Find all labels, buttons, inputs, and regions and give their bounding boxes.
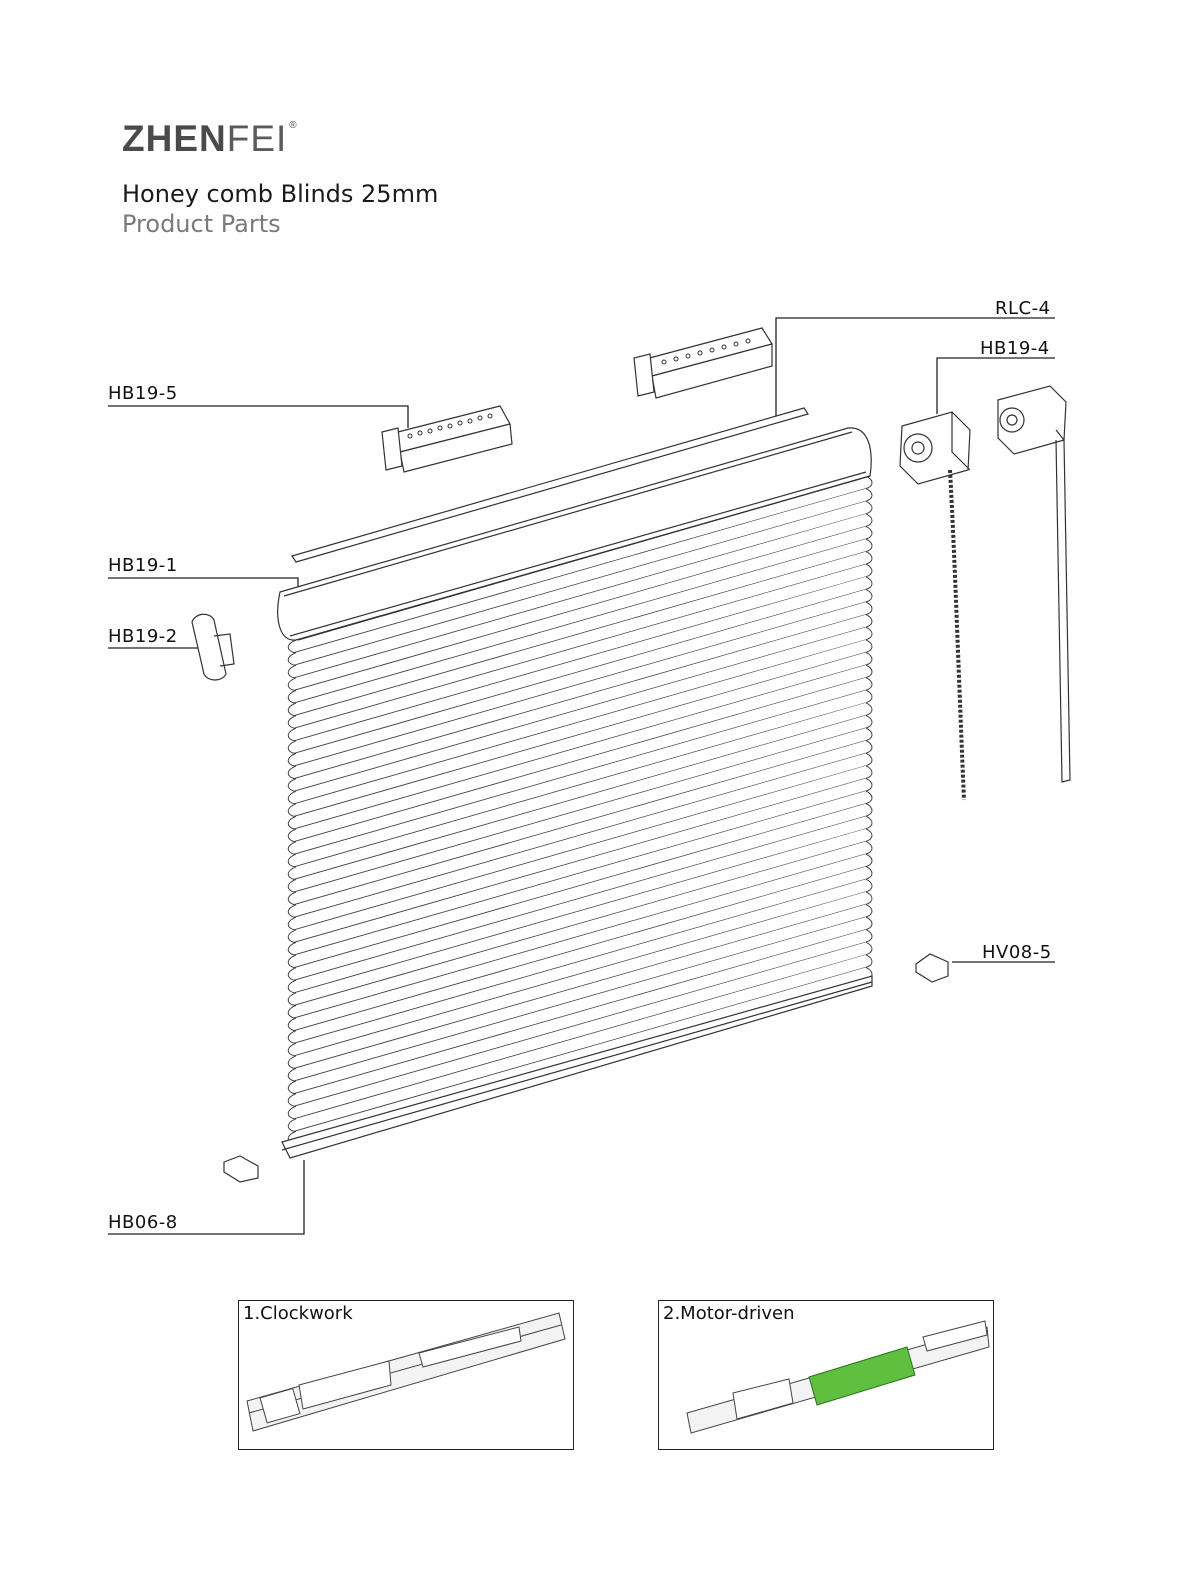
hb19-4-chain-control: [900, 412, 970, 800]
brand-light: FEI: [226, 118, 288, 159]
bead-chain: [950, 470, 964, 800]
motor-green-unit: [809, 1347, 915, 1405]
registered-mark: ®: [289, 120, 298, 131]
label-hb06-8: HB06-8: [108, 1212, 178, 1233]
hb19-2-endcap: [192, 614, 234, 680]
inset-motor-caption: 2.Motor-driven: [663, 1303, 795, 1324]
page-title: Honey comb Blinds 25mm: [122, 180, 439, 208]
hb06-8-cap: [224, 1156, 258, 1182]
rlc4-component: [634, 328, 772, 398]
label-hb19-2: HB19-2: [108, 626, 178, 647]
inset-motor: [658, 1300, 994, 1450]
label-rlc4: RLC-4: [995, 298, 1051, 319]
leader-hb19-5: [108, 406, 408, 428]
label-hb19-5: HB19-5: [108, 383, 178, 404]
hb19-5-component: [382, 406, 512, 472]
page-subtitle: Product Parts: [122, 210, 281, 238]
inset-clockwork-caption: 1.Clockwork: [243, 1303, 353, 1324]
label-hv08-5: HV08-5: [982, 942, 1052, 963]
wand-control: [998, 386, 1070, 782]
label-hb19-1: HB19-1: [108, 555, 178, 576]
hv08-5-clip: [916, 954, 948, 982]
brand-bold: ZHEN: [122, 118, 227, 159]
leader-hb19-1: [108, 578, 298, 598]
inset-clockwork: [238, 1300, 574, 1450]
label-hb19-4: HB19-4: [980, 338, 1050, 359]
